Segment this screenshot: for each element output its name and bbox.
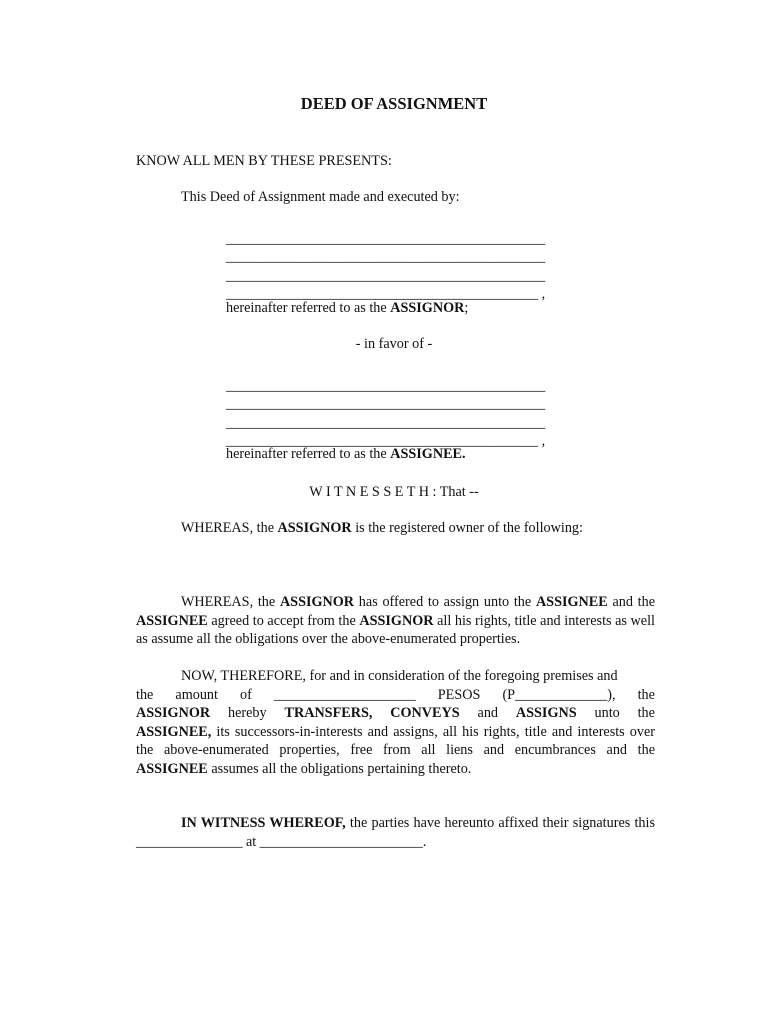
document-title: DEED OF ASSIGNMENT <box>300 94 488 113</box>
transfers-term: TRANSFERS, <box>284 705 373 722</box>
assignee-term: ASSIGNEE <box>535 594 608 610</box>
word: of <box>240 686 252 703</box>
clause-text: its successors-in-interests and assigns, all his rights, title and interests over the above-enumerated properties, free from all liens and encumbrances and the <box>136 723 655 759</box>
amount-words-blank[interactable]: ____________________ <box>273 686 416 703</box>
word: hereby <box>228 705 267 722</box>
blank-line[interactable]: _____________________________________________ <box>226 396 546 413</box>
clause-text: assumes all the obligations pertaining thereto. <box>207 760 472 777</box>
assignee-term: ASSIGNEE, <box>136 723 212 740</box>
assignor-term: ASSIGNOR <box>359 612 434 629</box>
assignee-term: ASSIGNEE. <box>390 446 466 462</box>
clause-text: agreed to accept from the <box>207 612 360 629</box>
blank-line[interactable]: _____________________________________________ <box>226 378 546 394</box>
whereas-clause-2 <box>136 593 655 649</box>
assignor-term: ASSIGNOR <box>277 520 352 536</box>
blank-line[interactable]: _____________________________________________ <box>226 231 546 247</box>
clause-text: all his rights, title and interests as well as assume all the obligations over the above-enumerated properties. <box>136 612 655 648</box>
clause-line-3 <box>136 704 655 723</box>
whereas-clause-1 <box>181 520 583 537</box>
assignee-reference <box>226 446 466 463</box>
reference-prefix: hereinafter referred to as the <box>226 446 391 462</box>
now-therefore-clause <box>136 667 655 779</box>
assignor-term: ASSIGNOR <box>136 705 211 722</box>
assigns-term: ASSIGNS <box>515 705 577 722</box>
word: the <box>637 705 655 722</box>
clause-text: is the registered owner of the following: <box>351 520 583 536</box>
word: PESOS <box>437 686 481 703</box>
conveys-term: CONVEYS <box>390 705 460 722</box>
clause-text: the parties have hereunto affixed their signatures this _______________ at _______________________. <box>136 815 655 850</box>
clause-text: has offered to assign unto the <box>354 594 536 610</box>
clause-line-2 <box>136 686 655 705</box>
blank-line[interactable]: ____________________________________________ , <box>226 433 546 450</box>
reference-suffix: ; <box>464 300 469 316</box>
assignor-blank-lines <box>226 230 545 304</box>
assignor-term: ASSIGNOR <box>390 300 465 316</box>
assignor-reference <box>226 300 468 317</box>
made-by-line: This Deed of Assignment made and executed by: <box>181 189 460 205</box>
blank-line[interactable]: _____________________________________________ <box>226 414 546 431</box>
blank-line[interactable]: _____________________________________________ <box>226 249 546 266</box>
clause-line-1 <box>136 667 655 686</box>
assignor-term: ASSIGNOR <box>279 594 355 610</box>
word: amount <box>175 686 218 703</box>
assignee-term: ASSIGNEE <box>136 612 208 629</box>
clause-text: WHEREAS, the <box>181 594 280 610</box>
clause-text: NOW, THEREFORE, for and in consideration of the foregoing premises and <box>181 668 618 684</box>
assignee-term: ASSIGNEE <box>136 760 208 777</box>
blank-line[interactable]: ____________________________________________ , <box>226 286 546 303</box>
amount-figures-blank[interactable]: (P_____________), <box>502 686 616 703</box>
clause-rest <box>136 723 655 779</box>
in-favor-of: - in favor of - <box>355 336 433 352</box>
in-witness-term: IN WITNESS WHEREOF, <box>181 815 346 831</box>
clause-text: and the <box>607 594 656 610</box>
in-witness-clause <box>136 814 655 851</box>
intro-line: KNOW ALL MEN BY THESE PRESENTS: <box>136 153 392 169</box>
clause-text: WHEREAS, the <box>181 520 278 536</box>
word: the <box>136 686 154 703</box>
word: and <box>477 705 499 722</box>
assignee-blank-lines <box>226 377 545 451</box>
witnesseth-heading: W I T N E S S E T H : That -- <box>309 484 479 500</box>
blank-line[interactable]: _____________________________________________ <box>226 267 546 284</box>
word: the <box>637 686 655 703</box>
word: unto <box>594 705 620 722</box>
reference-prefix: hereinafter referred to as the <box>226 300 391 316</box>
